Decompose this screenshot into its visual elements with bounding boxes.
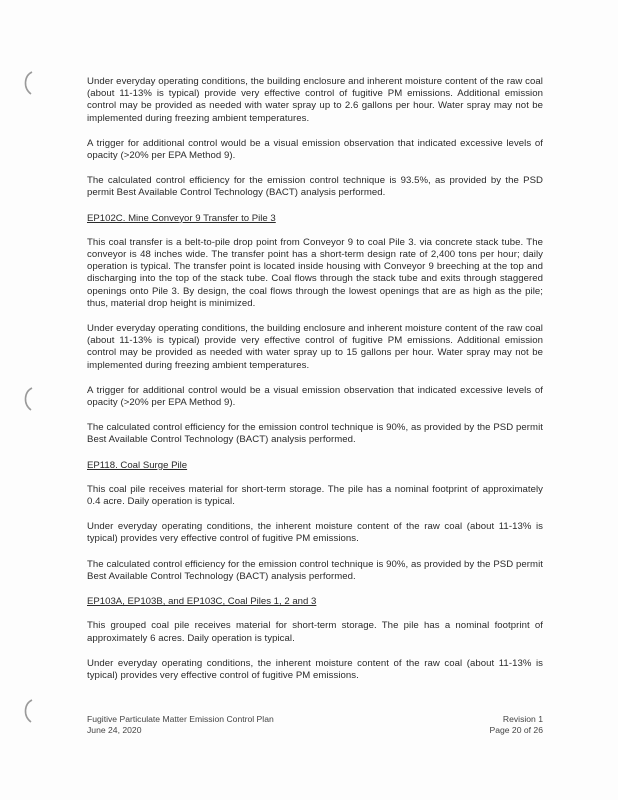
document-body	[87, 76, 543, 695]
paragraph: Under everyday operating conditions, the building enclosure and inherent moisture content of the raw coal (about 11-13% is typical) provide very effective control of fugitive PM emissions. Additional emission control may be provided as needed with water spray up to 2.6 gallons per hour. Water spray may not be implemented during freezing ambient temperatures.	[87, 76, 543, 124]
binder-hole-mark-middle	[20, 386, 34, 412]
section-heading-ep102c: EP102C. Mine Conveyor 9 Transfer to Pile 3	[87, 212, 276, 224]
paragraph: This grouped coal pile receives material for short-term storage. The pile has a nominal footprint of approximately 6 acres. Daily operation is typical.	[87, 620, 543, 644]
section-heading-ep103: EP103A, EP103B, and EP103C, Coal Piles 1, 2 and 3	[87, 596, 317, 608]
paragraph: This coal transfer is a belt-to-pile drop point from Conveyor 9 to coal Pile 3. via concrete stack tube. The conveyor is 48 inches wide. The transfer point has a short-term design rate of 2,400 tons per hour; daily operation is typical. The transfer point is located inside housing with Conveyor 9 breeching at the top and discharging into the top of the stack tube. Coal flows through the stack tube and exits through staggered openings onto Pile 3. By design, the coal flows through the lowest openings that are as high as the pile; thus, material drop height is minimized.	[87, 236, 543, 309]
footer-document-title: Fugitive Particulate Matter Emission Control Plan	[87, 714, 274, 724]
binder-hole-mark-bottom	[20, 698, 34, 724]
paragraph: This coal pile receives material for short-term storage. The pile has a nominal footprint of approximately 0.4 acre. Daily operation is typical.	[87, 483, 543, 508]
footer-left	[87, 714, 274, 735]
paragraph: The calculated control efficiency for the emission control technique is 90%, as provided by the PSD permit Best Available Control Technology (BACT) analysis performed.	[87, 422, 543, 446]
paragraph: Under everyday operating conditions, the inherent moisture content of the raw coal (about 11-13% is typical) provides very effective control of fugitive PM emissions.	[87, 657, 543, 681]
binder-hole-mark-top	[20, 70, 34, 96]
footer-date: June 24, 2020	[87, 724, 142, 735]
footer-right	[489, 714, 543, 735]
paragraph: A trigger for additional control would be a visual emission observation that indicated excessive levels of opacity (>20% per EPA Method 9).	[87, 137, 543, 162]
section-heading-ep118: EP118. Coal Surge Pile	[87, 459, 188, 471]
paragraph: The calculated control efficiency for the emission control technique is 93.5%, as provided by the PSD permit Best Available Control Technology (BACT) analysis performed.	[87, 175, 543, 199]
paragraph: A trigger for additional control would be a visual emission observation that indicated excessive levels of opacity (>20% per EPA Method 9).	[87, 384, 543, 409]
paragraph: Under everyday operating conditions, the inherent moisture content of the raw coal (about 11-13% is typical) provides very effective control of fugitive PM emissions.	[87, 521, 543, 545]
paragraph: The calculated control efficiency for the emission control technique is 90%, as provided by the PSD permit Best Available Control Technology (BACT) analysis performed.	[87, 558, 543, 582]
footer-page-number: Page 20 of 26	[489, 724, 543, 735]
footer-revision: Revision 1	[502, 714, 543, 724]
paragraph: Under everyday operating conditions, the building enclosure and inherent moisture content of the raw coal (about 11-13% is typical) provide very effective control of fugitive PM emissions. Additional emission control may be provided as needed with water spray up to 15 gallons per hour. Water spray may not be implemented during freezing ambient temperatures.	[87, 323, 543, 371]
